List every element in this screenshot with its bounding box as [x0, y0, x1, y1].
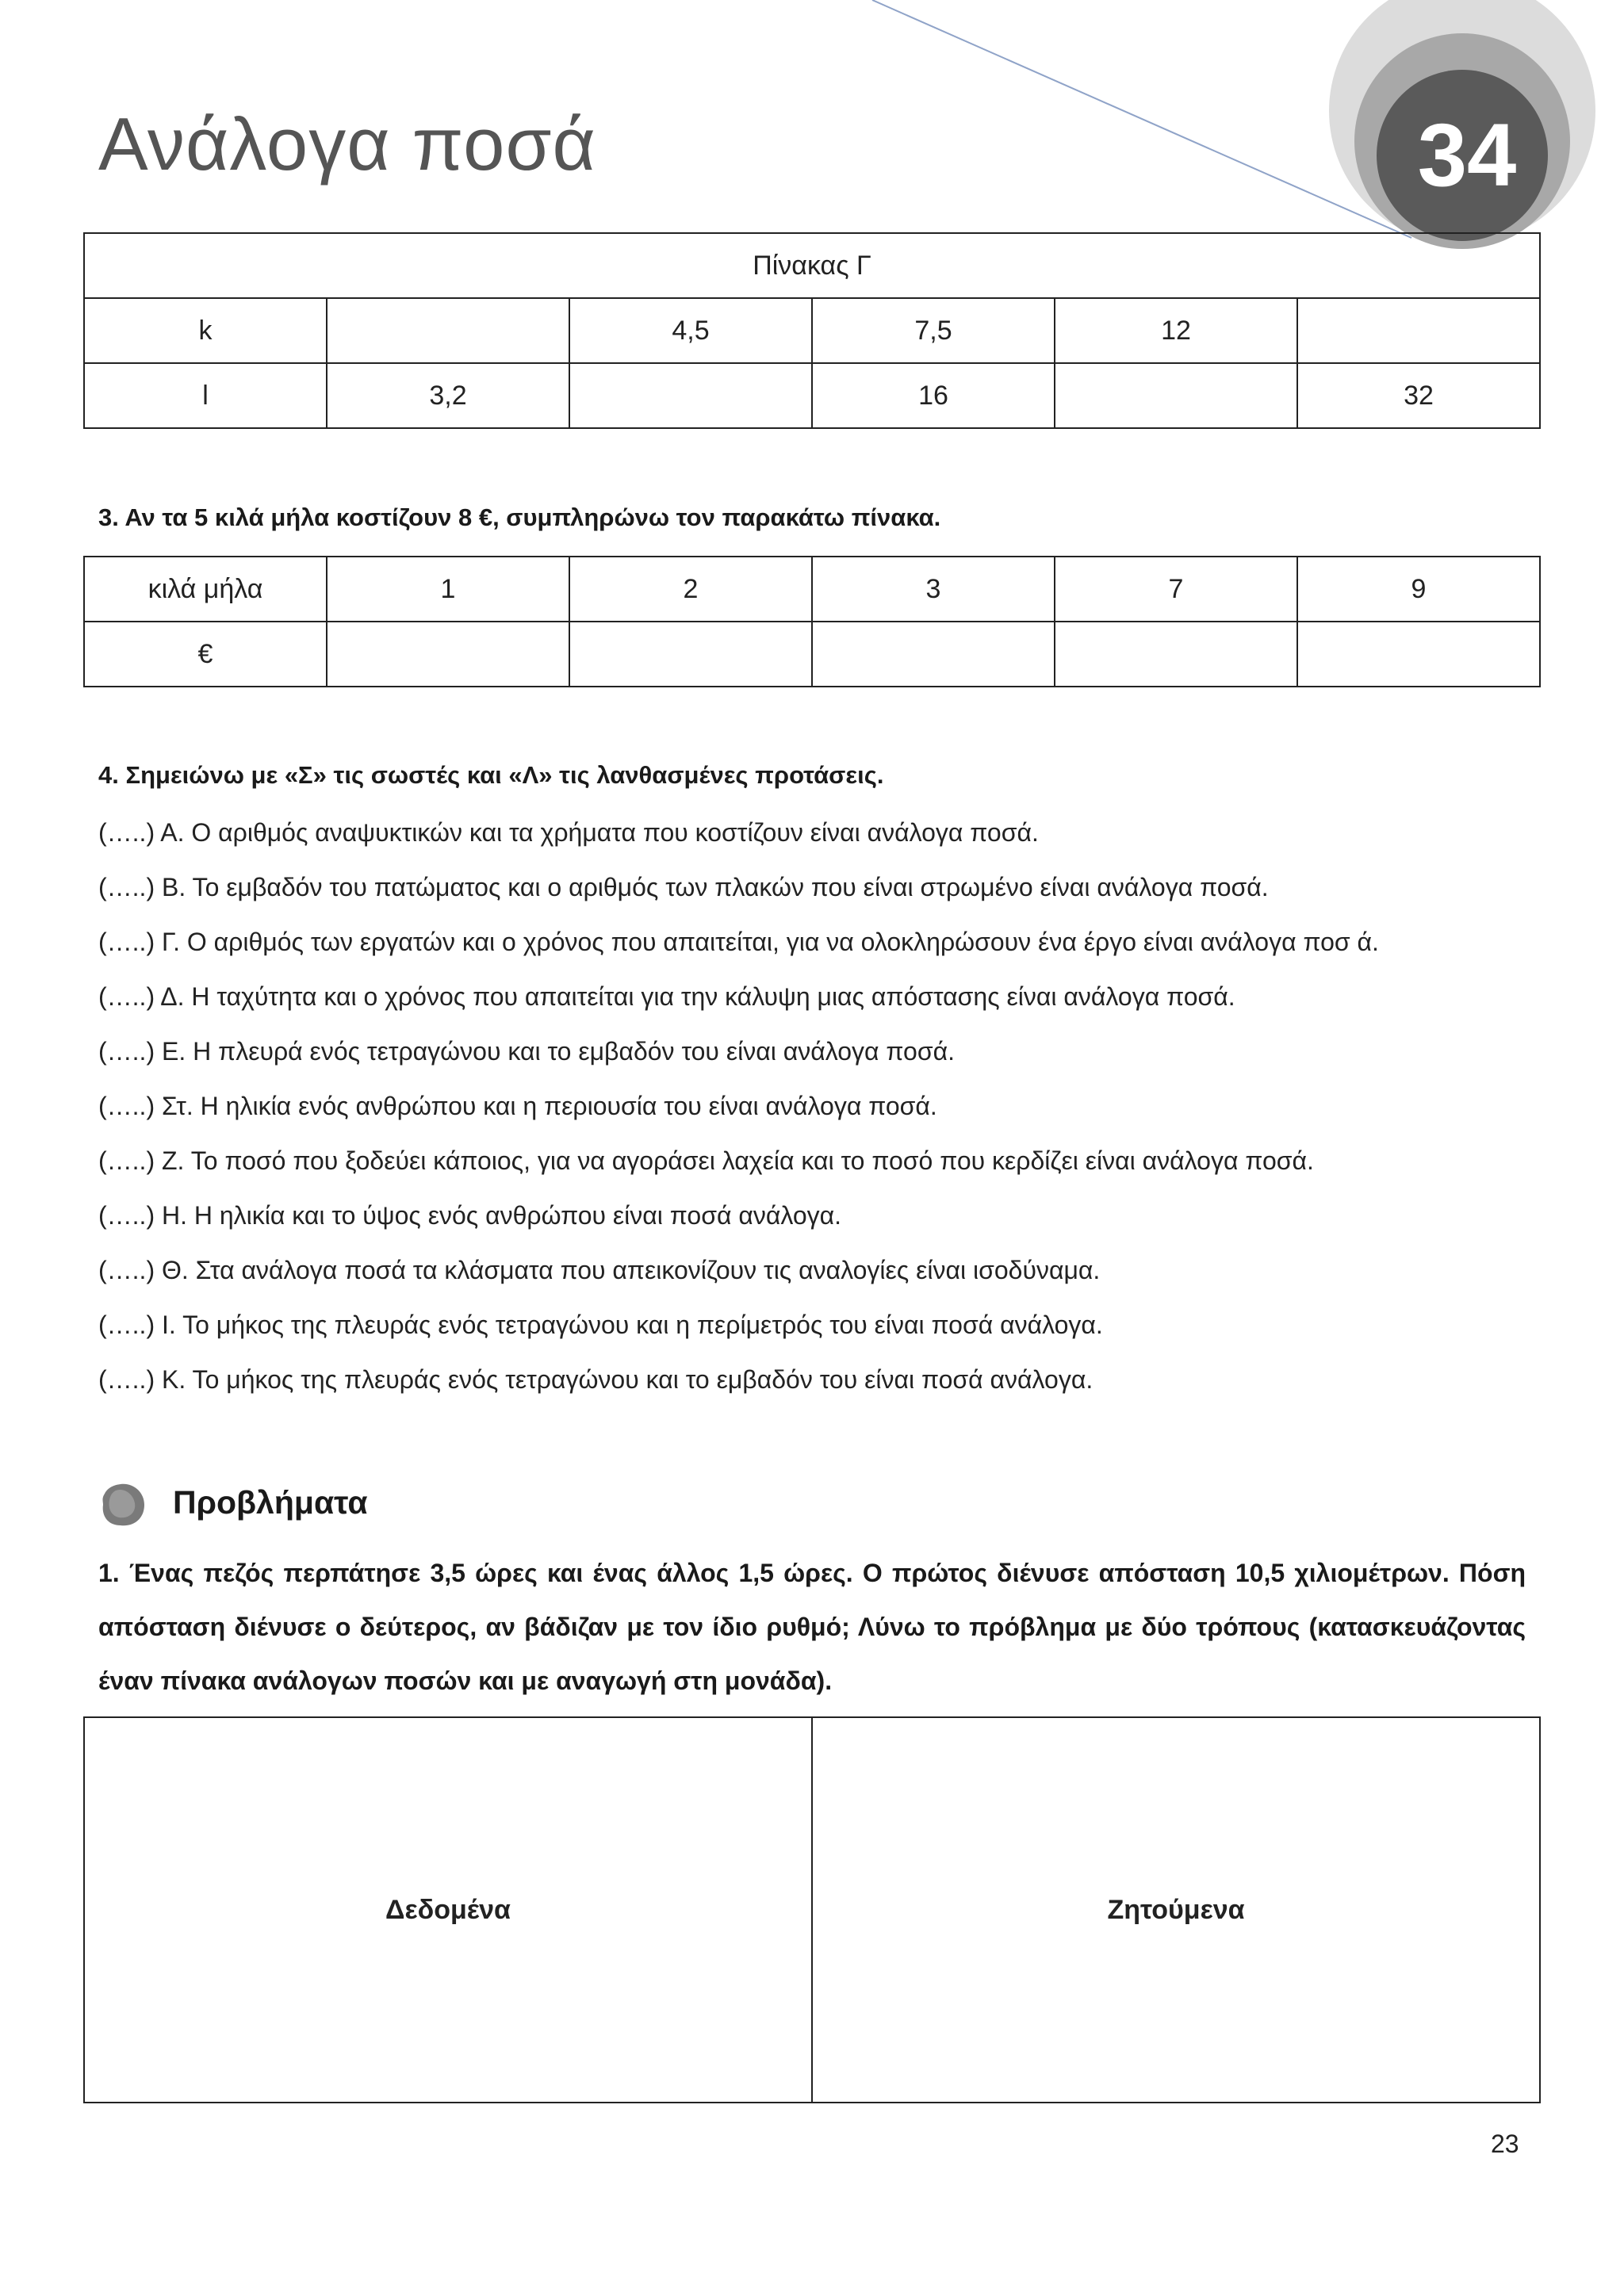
table-cell: κιλά μήλα	[84, 557, 327, 622]
given-asked-table	[83, 1716, 1541, 2103]
table-row	[84, 622, 1540, 687]
table-g	[83, 232, 1541, 429]
table-caption-row	[84, 233, 1540, 298]
problem-1-text: 1. Ένας πεζός περπάτησε 3,5 ώρες και ένας άλλος 1,5 ώρες. Ο πρώτος διένυσε απόσταση 10,5 χιλιομέτρων. Πόση απόσταση διένυσε ο δεύτερος, αν βάδιζαν με τον ίδιο ρυθμό; Λύνω το πρόβλημα με δύο τρόπους (κατασκευάζοντας έναν πίνακα ανάλογων ποσών και με αναγωγή στη μονάδα).	[98, 1559, 1526, 1695]
list-item: (…..) Η. Η ηλικία και το ύψος ενός ανθρώπου είναι ποσά ανάλογα.	[98, 1201, 842, 1230]
table-caption: Πίνακας Γ	[84, 233, 1540, 298]
list-item: (…..) Θ. Στα ανάλογα ποσά τα κλάσματα που απεικονίζουν τις αναλογίες είναι ισοδύναμα.	[98, 1256, 1101, 1284]
table-cell: 2	[569, 557, 812, 622]
table-cell: 32	[1297, 363, 1540, 428]
table-row	[84, 298, 1540, 363]
table-cell: €	[84, 622, 327, 687]
blob-icon	[98, 1481, 147, 1530]
chapter-number: 34	[1417, 105, 1517, 205]
question-3-text: 3. Αν τα 5 κιλά μήλα κοστίζουν 8 €, συμπληρώνω τον παρακάτω πίνακα.	[98, 503, 941, 531]
table-cell[interactable]	[1297, 298, 1540, 363]
table-cell: 12	[1055, 298, 1297, 363]
table-cell[interactable]	[1297, 622, 1540, 687]
table-cell: 16	[812, 363, 1055, 428]
table-cell: 7	[1055, 557, 1297, 622]
table-row	[84, 363, 1540, 428]
table-cell: 1	[327, 557, 569, 622]
table-cell[interactable]	[327, 622, 569, 687]
list-item: (…..) Ι. Το μήκος της πλευράς ενός τετραγώνου και η περίμετρός του είναι ποσά ανάλογα.	[98, 1311, 1103, 1339]
table-cell[interactable]	[327, 298, 569, 363]
table-cell: 7,5	[812, 298, 1055, 363]
list-item: (…..) Κ. Το μήκος της πλευράς ενός τετραγώνου και το εμβαδόν του είναι ποσά ανάλογα.	[98, 1365, 1094, 1394]
table-cell[interactable]	[812, 622, 1055, 687]
given-column[interactable]: Δεδομένα	[84, 1717, 812, 2103]
table-cell: 3,2	[327, 363, 569, 428]
table-row	[84, 1717, 1540, 2103]
table-cell: k	[84, 298, 327, 363]
statements-list	[98, 815, 1379, 1417]
list-item: (…..) Δ. Η ταχύτητα και ο χρόνος που απαιτείται για την κάλυψη μιας απόστασης είναι ανάλογα ποσά.	[98, 982, 1235, 1011]
list-item: (…..) Ε. Η πλευρά ενός τετραγώνου και το εμβαδόν του είναι ανάλογα ποσά.	[98, 1037, 955, 1066]
table-cell: l	[84, 363, 327, 428]
list-item: (…..) Γ. Ο αριθμός των εργατών και ο χρόνος που απαιτείται, για να ολοκληρώσουν ένα έργο είναι ανάλογα ποσ ά.	[98, 928, 1379, 956]
table-cell[interactable]	[569, 363, 812, 428]
question-4-text: 4. Σημειώνω με «Σ» τις σωστές και «Λ» τις λανθασμένες προτάσεις.	[98, 761, 884, 789]
table-cell: 3	[812, 557, 1055, 622]
table-cell: 9	[1297, 557, 1540, 622]
page-number: 23	[1491, 2130, 1519, 2158]
table-cell[interactable]	[569, 622, 812, 687]
section-heading: Προβλήματα	[173, 1484, 368, 1521]
asked-column[interactable]: Ζητούμενα	[812, 1717, 1540, 2103]
list-item: (…..) Στ. Η ηλικία ενός ανθρώπου και η περιουσία του είναι ανάλογα ποσά.	[98, 1092, 937, 1120]
list-item: (…..) Β. Το εμβαδόν του πατώματος και ο αριθμός των πλακών που είναι στρωμένο είναι ανάλογα ποσά.	[98, 873, 1269, 901]
page-title: Ανάλογα ποσά	[98, 102, 596, 186]
table-cell[interactable]	[1055, 363, 1297, 428]
list-item: (…..) Α. Ο αριθμός αναψυκτικών και τα χρήματα που κοστίζουν είναι ανάλογα ποσά.	[98, 818, 1039, 847]
table-cell[interactable]	[1055, 622, 1297, 687]
apples-table	[83, 556, 1541, 687]
table-cell: 4,5	[569, 298, 812, 363]
list-item: (…..) Ζ. Το ποσό που ξοδεύει κάποιος, για να αγοράσει λαχεία και το ποσό που κερδίζει είναι ανάλογα ποσά.	[98, 1146, 1314, 1175]
table-row	[84, 557, 1540, 622]
